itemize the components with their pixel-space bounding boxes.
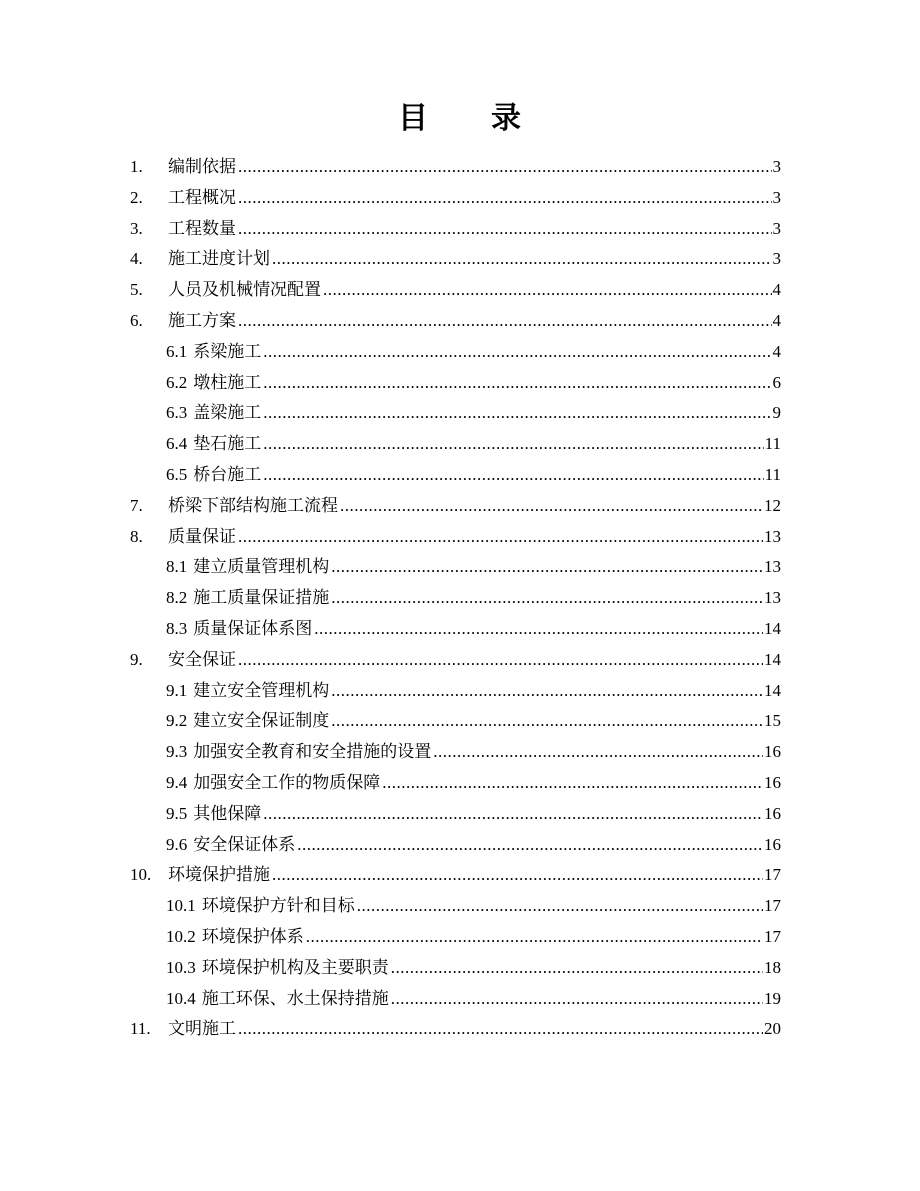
- toc-entry-label: 施工进度计划: [168, 249, 270, 269]
- toc-entry-number: 9.2: [166, 711, 188, 731]
- toc-entry[interactable]: [130, 1014, 781, 1045]
- toc-entry-number: 7.: [130, 495, 143, 515]
- toc-entry-label: 垫石施工: [193, 434, 262, 454]
- toc-entry[interactable]: [130, 676, 781, 707]
- toc-entry-page: 19: [764, 988, 781, 1008]
- toc-entry-label: 施工方案: [168, 310, 236, 330]
- toc-entry-number: 5.: [130, 280, 143, 300]
- toc-entry-number: 6.: [130, 310, 143, 330]
- toc-entry-number: 8.3: [166, 618, 188, 638]
- toc-entry-number: 2.: [130, 187, 143, 207]
- toc-entry-number: 6.1: [166, 341, 188, 361]
- toc-leader-dots: [382, 768, 763, 799]
- toc-entry-page: 18: [764, 957, 781, 977]
- toc-entry-label: 建立安全管理机构: [193, 680, 330, 700]
- toc-entry[interactable]: [130, 706, 781, 737]
- toc-entry-label: 安全保证体系: [193, 834, 296, 854]
- toc-entry-page: 3: [772, 187, 781, 207]
- toc-entry-label: 桥梁下部结构施工流程: [168, 495, 338, 515]
- toc-entry[interactable]: [130, 768, 781, 799]
- toc-entry[interactable]: [130, 152, 781, 183]
- toc-entry[interactable]: [130, 583, 781, 614]
- toc-entry-label: 环境保护机构及主要职责: [201, 957, 389, 977]
- toc-leader-dots: [238, 1014, 763, 1045]
- toc-entry[interactable]: [130, 737, 781, 768]
- toc-leader-dots: [238, 306, 772, 337]
- toc-entry-number: 6.4: [166, 434, 188, 454]
- toc-entry-label: 编制依据: [168, 157, 236, 176]
- toc-entry-number: 9.: [130, 649, 143, 669]
- toc-entry-label: 桥台施工: [193, 464, 262, 484]
- toc-entry-page: 16: [764, 772, 781, 792]
- toc-entry-page: 20: [764, 1019, 781, 1039]
- toc-entry[interactable]: [130, 275, 781, 306]
- toc-entry-label: 环境保护措施: [168, 865, 270, 885]
- toc-entry-page: 13: [764, 588, 781, 608]
- toc-entry-number: 10.: [130, 865, 152, 885]
- toc-entry-number: 10.2: [166, 926, 196, 946]
- toc-entry-page: 17: [764, 926, 781, 946]
- toc-entry-label: 质量保证: [168, 526, 236, 546]
- toc-leader-dots: [238, 645, 763, 676]
- toc-entry-page: 17: [764, 865, 781, 885]
- toc-entry-page: 16: [764, 803, 781, 823]
- toc-leader-dots: [331, 552, 763, 583]
- toc-leader-dots: [323, 275, 772, 306]
- toc-entry-page: 3: [772, 157, 781, 176]
- toc-entry-page: 3: [772, 249, 781, 269]
- toc-leader-dots: [263, 799, 763, 830]
- toc-entry[interactable]: [130, 891, 781, 922]
- toc-entry-label: 环境保护方针和目标: [201, 896, 355, 916]
- toc-entry-label: 安全保证: [168, 649, 236, 669]
- toc-entry-label: 系梁施工: [193, 341, 262, 361]
- toc-entry[interactable]: [130, 214, 781, 245]
- toc-entry-number: 8.2: [166, 588, 188, 608]
- toc-leader-dots: [238, 214, 772, 245]
- toc-entry[interactable]: [130, 337, 781, 368]
- toc-entry-label: 施工环保、水土保持措施: [201, 988, 389, 1008]
- toc-leader-dots: [331, 706, 763, 737]
- toc-entry-number: 8.: [130, 526, 143, 546]
- toc-entry-number: 10.1: [166, 896, 196, 916]
- toc-entry[interactable]: [130, 522, 781, 553]
- toc-entry-number: 9.5: [166, 803, 188, 823]
- toc-entry[interactable]: [130, 984, 781, 1015]
- toc-entry-page: 16: [764, 742, 781, 762]
- toc-leader-dots: [391, 984, 763, 1015]
- toc-leader-dots: [297, 830, 763, 861]
- toc-entry-label: 其他保障: [193, 803, 262, 823]
- toc-entry-label: 建立安全保证制度: [193, 711, 330, 731]
- toc-entry-label: 加强安全工作的物质保障: [193, 772, 381, 792]
- toc-leader-dots: [263, 460, 763, 491]
- toc-entry-label: 质量保证体系图: [193, 618, 313, 638]
- toc-leader-dots: [433, 737, 763, 768]
- toc-entry[interactable]: [130, 860, 781, 891]
- toc-entry-page: 9: [772, 403, 781, 423]
- toc-entry-page: 12: [764, 495, 781, 515]
- toc-leader-dots: [263, 398, 771, 429]
- toc-entry[interactable]: [130, 491, 781, 522]
- toc-leader-dots: [331, 676, 763, 707]
- toc-leader-dots: [306, 922, 763, 953]
- toc-entry[interactable]: [130, 645, 781, 676]
- toc-entry-page: 3: [772, 218, 781, 238]
- toc-entry-label: 工程数量: [168, 218, 236, 238]
- toc-entry-page: 17: [764, 896, 781, 916]
- toc-leader-dots: [391, 953, 763, 984]
- toc-entry-label: 工程概况: [168, 187, 236, 207]
- toc-entry-number: 9.3: [166, 742, 188, 762]
- toc-entry-label: 施工质量保证措施: [193, 588, 330, 608]
- toc-leader-dots: [357, 891, 763, 922]
- toc-entry-number: 10.4: [166, 988, 196, 1008]
- toc-entry-page: 16: [764, 834, 781, 854]
- toc-entry-number: 6.5: [166, 464, 188, 484]
- toc-entry[interactable]: [130, 799, 781, 830]
- toc-leader-dots: [314, 614, 763, 645]
- toc-entry[interactable]: [130, 368, 781, 399]
- toc-entry-page: 11: [764, 434, 781, 454]
- toc-entry-label: 墩柱施工: [193, 372, 262, 392]
- toc-entry-label: 文明施工: [168, 1019, 236, 1039]
- toc-entry-number: 9.1: [166, 680, 188, 700]
- toc-leader-dots: [238, 183, 772, 214]
- toc-leader-dots: [263, 429, 763, 460]
- toc-entry-page: 13: [764, 557, 781, 577]
- toc-leader-dots: [238, 522, 763, 553]
- toc-leader-dots: [263, 337, 771, 368]
- toc-entry-page: 14: [764, 649, 781, 669]
- toc-entry[interactable]: [130, 460, 781, 491]
- toc-leader-dots: [272, 860, 763, 891]
- toc-entry-number: 9.6: [166, 834, 188, 854]
- toc-entry-page: 4: [772, 280, 781, 300]
- toc-entry-label: 加强安全教育和安全措施的设置: [193, 742, 432, 762]
- toc-entry-page: 6: [772, 372, 781, 392]
- toc-entry-number: 9.4: [166, 772, 188, 792]
- toc-list: [130, 152, 781, 1045]
- toc-entry-label: 建立质量管理机构: [193, 557, 330, 577]
- toc-entry[interactable]: [130, 398, 781, 429]
- toc-entry[interactable]: [130, 306, 781, 337]
- toc-entry-number: 11.: [130, 1019, 151, 1039]
- toc-entry[interactable]: [130, 614, 781, 645]
- toc-entry-page: 4: [772, 310, 781, 330]
- toc-entry-page: 14: [764, 680, 781, 700]
- toc-entry[interactable]: [130, 830, 781, 861]
- toc-leader-dots: [331, 583, 763, 614]
- toc-entry-page: 4: [772, 341, 781, 361]
- toc-entry[interactable]: [130, 429, 781, 460]
- toc-entry[interactable]: [130, 953, 781, 984]
- toc-entry-page: 11: [764, 464, 781, 484]
- toc-leader-dots: [263, 368, 771, 399]
- toc-entry[interactable]: [130, 244, 781, 275]
- toc-entry-number: 8.1: [166, 557, 188, 577]
- page-title: 目 录: [398, 102, 522, 135]
- toc-entry-number: 1.: [130, 157, 143, 176]
- toc-leader-dots: [238, 152, 772, 183]
- toc-entry[interactable]: [130, 183, 781, 214]
- toc-entry-label: 盖梁施工: [193, 403, 262, 423]
- toc-entry-number: 6.2: [166, 372, 188, 392]
- toc-entry-page: 15: [764, 711, 781, 731]
- toc-entry-number: 3.: [130, 218, 143, 238]
- toc-leader-dots: [340, 491, 763, 522]
- toc-entry-number: 6.3: [166, 403, 188, 423]
- toc-entry[interactable]: [130, 552, 781, 583]
- toc-entry-page: 13: [764, 526, 781, 546]
- toc-entry-number: 10.3: [166, 957, 196, 977]
- toc-entry-label: 人员及机械情况配置: [168, 280, 321, 300]
- toc-entry-label: 环境保护体系: [201, 926, 304, 946]
- toc-entry[interactable]: [130, 922, 781, 953]
- toc-entry-number: 4.: [130, 249, 143, 269]
- toc-leader-dots: [272, 244, 772, 275]
- toc-entry-page: 14: [764, 618, 781, 638]
